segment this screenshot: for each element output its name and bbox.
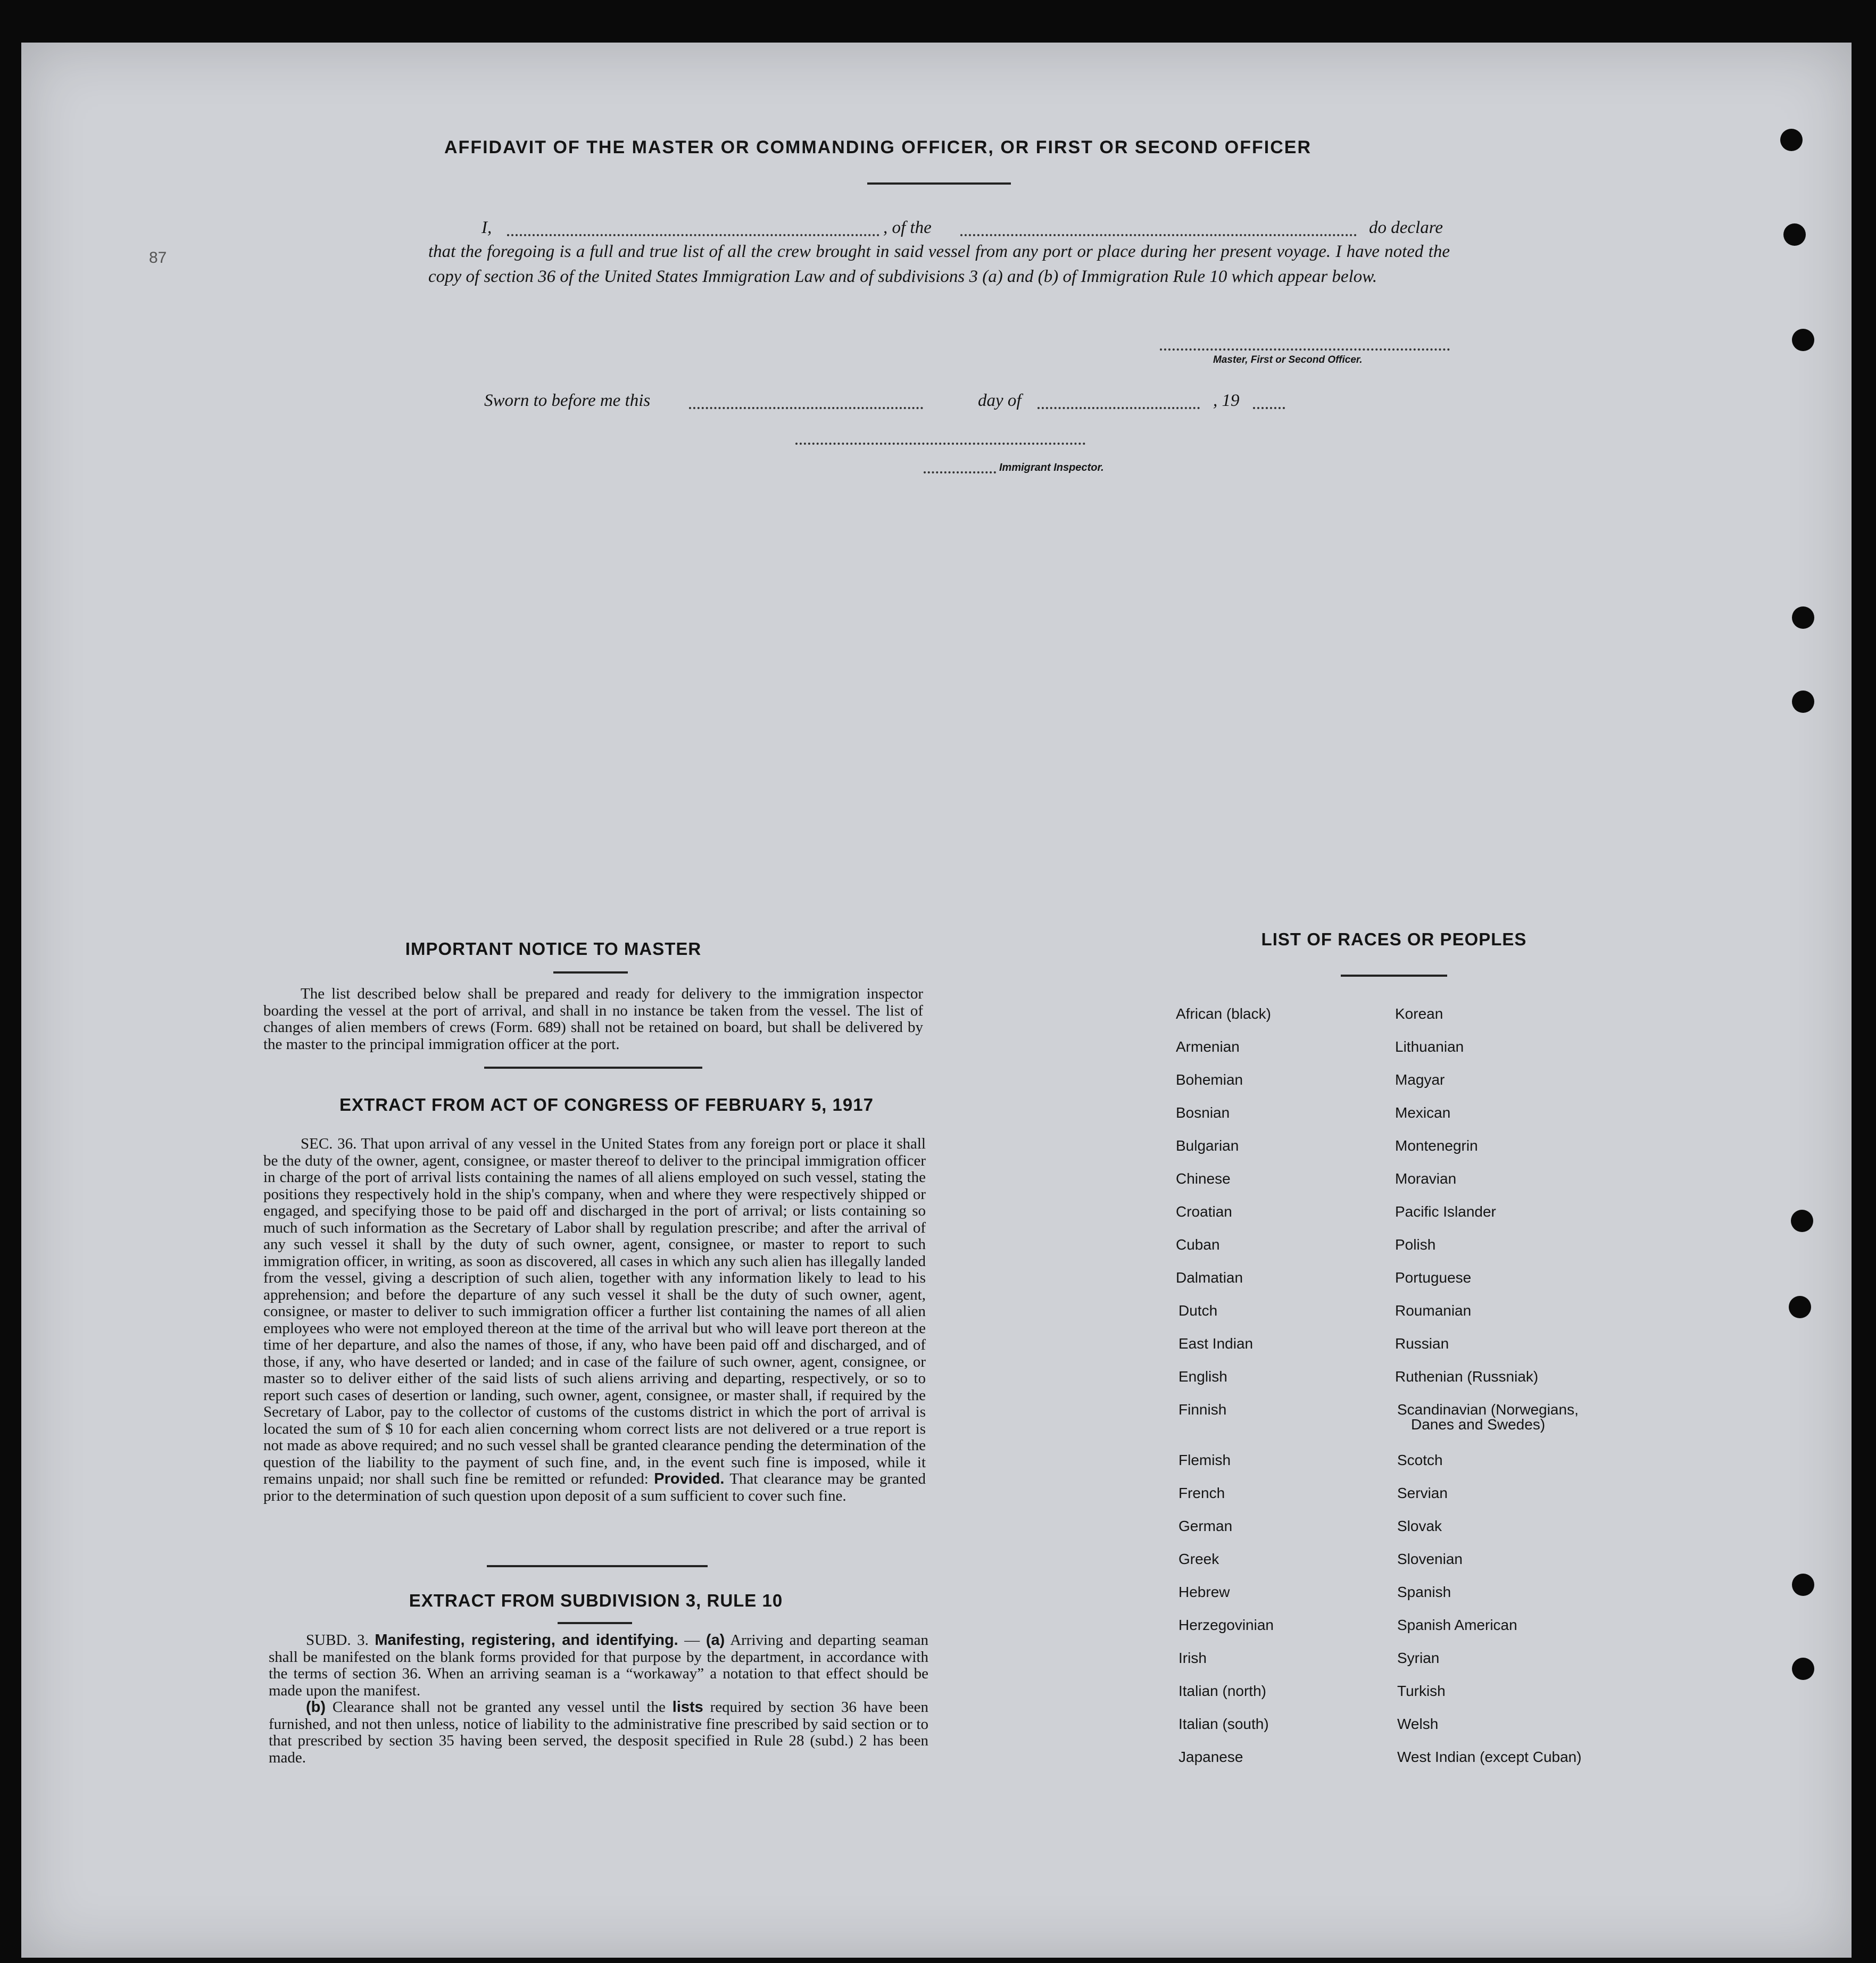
extract-rule-subd-b: [269, 1699, 928, 1766]
extract-act-title: EXTRACT FROM ACT OF CONGRESS OF FEBRUARY 5, 1917: [339, 1095, 874, 1114]
race-item: Italian (south): [1178, 1716, 1269, 1732]
race-item: Finnish: [1178, 1401, 1227, 1418]
race-item: Servian: [1397, 1485, 1448, 1501]
provided-label: Provided.: [654, 1470, 725, 1487]
race-item: Croatian: [1176, 1203, 1232, 1220]
extract-act-body: [263, 1136, 926, 1504]
sworn-month-field[interactable]: [1037, 407, 1200, 409]
race-item: Slovak: [1397, 1518, 1442, 1534]
race-item: Dalmatian: [1176, 1269, 1243, 1286]
affidavit-of-the-label: , of the: [883, 218, 932, 237]
race-item: Irish: [1178, 1650, 1207, 1666]
sworn-day-field[interactable]: [689, 407, 923, 409]
race-item: Roumanian: [1395, 1302, 1472, 1319]
race-item: Japanese: [1178, 1749, 1243, 1765]
race-item: African (black): [1176, 1005, 1271, 1022]
notice-body: The list described below shall be prepared and ready for delivery to the immigration inspector boarding the vessel at the port of arrival, and shall in no instance be taken from the vessel. The list of changes of alien members of crews (Form. 689) shall not be retained on board, but shall be delivered by the master to the principal immigration officer at the port.: [263, 985, 923, 1053]
year-label: , 19: [1213, 391, 1240, 410]
race-item: Ruthenian (Russniak): [1395, 1368, 1539, 1385]
punch-hole-3: [1792, 329, 1814, 351]
race-item: West Indian (except Cuban): [1397, 1749, 1582, 1765]
inspector-caption: Immigrant Inspector.: [999, 462, 1104, 473]
race-item: Portuguese: [1395, 1269, 1472, 1286]
extract-rule-title: EXTRACT FROM SUBDIVISION 3, RULE 10: [409, 1591, 783, 1610]
inspector-dots: [924, 471, 996, 473]
subd-a-text: Arriving and departing seaman shall be manifested on the blank forms provided for that purpose by the department, in accordance with the terms of section 36. When an arriving seaman is a “workaway” a notation to that effect should be made upon the manifest.: [269, 1632, 929, 1699]
races-title: LIST OF RACES OR PEOPLES: [1261, 929, 1527, 949]
race-item: Montenegrin: [1395, 1137, 1478, 1154]
race-item: Italian (north): [1178, 1683, 1266, 1699]
race-item: Moravian: [1395, 1170, 1457, 1187]
race-item: Welsh: [1397, 1716, 1439, 1732]
extract-rule-subd-a: [269, 1632, 928, 1699]
race-right-continuation: Danes and Swedes): [1411, 1416, 1546, 1433]
race-item: Chinese: [1176, 1170, 1231, 1187]
sworn-label: Sworn to before me this: [484, 391, 651, 410]
affidavit-vessel-field[interactable]: [960, 234, 1357, 236]
master-signature-caption: Master, First or Second Officer.: [1213, 354, 1363, 365]
race-item: French: [1178, 1485, 1225, 1501]
subd-b-label: (b): [306, 1699, 326, 1716]
race-item: German: [1178, 1518, 1233, 1534]
subd-label: SUBD. 3.: [306, 1632, 369, 1649]
subd-b-text-1: Clearance shall not be granted any vessel until the: [332, 1699, 666, 1716]
affidavit-title: AFFIDAVIT OF THE MASTER OR COMMANDING OFFICER, OR FIRST OR SECOND OFFICER: [444, 137, 1311, 157]
race-item: Polish: [1395, 1236, 1436, 1253]
affidavit-body: that the foregoing is a full and true list of all the crew brought in said vessel from any port or place during her present voyage. I have noted the copy of section 36 of the United States Immigration Law and of subdivisions 3 (a) and (b) of Immigration Rule 10 which appear below.: [428, 242, 1450, 286]
race-item: Scotch: [1397, 1452, 1443, 1468]
margin-mark: 87: [149, 249, 167, 267]
punch-hole-5: [1792, 691, 1814, 713]
race-item: Magyar: [1395, 1071, 1445, 1088]
affidavit-title-rule: [867, 182, 1011, 185]
race-item: Flemish: [1178, 1452, 1231, 1468]
race-item: Pacific Islander: [1395, 1203, 1496, 1220]
subd-b-lists: lists: [672, 1699, 703, 1716]
punch-hole-6: [1791, 1210, 1813, 1232]
day-of-label: day of: [978, 391, 1022, 410]
punch-hole-8: [1792, 1574, 1814, 1596]
punch-hole-2: [1783, 223, 1806, 246]
extract-act-divider: [487, 1565, 708, 1567]
race-item: Spanish: [1397, 1584, 1451, 1600]
race-item: Bosnian: [1176, 1104, 1230, 1121]
race-item: Bohemian: [1176, 1071, 1243, 1088]
races-title-rule: [1341, 975, 1447, 977]
race-item: Hebrew: [1178, 1584, 1230, 1600]
punch-hole-7: [1789, 1296, 1811, 1318]
notice-title: IMPORTANT NOTICE TO MASTER: [405, 939, 702, 959]
notice-title-rule: [553, 971, 628, 974]
race-item: Scandinavian (Norwegians,: [1397, 1401, 1579, 1418]
notice-divider: [484, 1067, 702, 1069]
race-item: Russian: [1395, 1335, 1449, 1352]
extract-act-text: SEC. 36. That upon arrival of any vessel in the United States from any foreign port or place it shall be the duty of the owner, agent, consignee, or master thereof to deliver to the principal immigration officer in charge of the port of arrival lists containing the names of all aliens employed on such vessel, stating the positions they respectively hold in the ship's company, when and where they were respectively shipped or engaged, and specifying those to be paid off and discharged in the port of arrival; or lists containing so much of such information as the Secretary of Labor shall by regulation prescribe; and after the arrival of any such vessel it shall by the duty of such owner, agent, consignee, or master to report to such immigration officer, in writing, as soon as discovered, all cases in which any such alien has illegally landed from the vessel, giving a description of such alien, together with any information likely to lead to his apprehension; and before the departure of any such vessel it shall be the duty of such owner, agent, consignee, or master to deliver to such immigration officer a further list containing the names of all alien employees who were not employed thereon at the time of the arrival but who will leave port thereon at the time of her departure, and also the names of those, if any, who have been paid off and discharged, and of those, if any, who have deserted or landed; and in case of the failure of such owner, agent, consignee, or master so to deliver either of the said lists of such aliens arriving and departing, respectively, or so to report such cases of desertion or landing, such owner, agent, consignee, or master shall, if required by the Secretary of Labor, pay to the collector of customs of the customs district in which the port of arrival is located the sum of $ 10 for each alien concerning whom correct lists are not delivered or a true report is not made as above required; and no such vessel shall be granted clearance pending the determination of the question of the liability to the payment of such fine, and, in the event such fine is imposed, while it remains unpaid; nor shall such fine be remitted or refunded:: [263, 1135, 926, 1487]
extract-rule-title-rule: [558, 1622, 632, 1624]
race-item: Lithuanian: [1395, 1038, 1464, 1055]
race-item: Dutch: [1178, 1302, 1218, 1319]
race-item: Mexican: [1395, 1104, 1451, 1121]
sworn-year-field[interactable]: [1253, 407, 1285, 409]
race-item: Slovenian: [1397, 1551, 1463, 1567]
race-item: Syrian: [1397, 1650, 1440, 1666]
race-item: Herzegovinian: [1178, 1617, 1274, 1633]
extract-act-text-end: That clearance may be granted prior to the determination of such question upon deposit of a sum sufficient to cover such fine.: [263, 1470, 926, 1504]
inspector-signature-line[interactable]: [795, 443, 1085, 445]
affidavit-name-field[interactable]: [507, 234, 879, 236]
race-item: East Indian: [1178, 1335, 1254, 1352]
race-item: Spanish American: [1397, 1617, 1517, 1633]
affidavit-do-declare-label: do declare: [1369, 218, 1443, 237]
race-item: Armenian: [1176, 1038, 1240, 1055]
race-item: English: [1178, 1368, 1227, 1385]
punch-hole-1: [1780, 129, 1803, 151]
race-item: Cuban: [1176, 1236, 1220, 1253]
punch-hole-4: [1792, 606, 1814, 629]
race-item: Bulgarian: [1176, 1137, 1239, 1154]
subd-dash: —: [684, 1632, 700, 1649]
race-item: Korean: [1395, 1005, 1443, 1022]
affidavit-i-label: I,: [482, 218, 492, 237]
race-item: Greek: [1178, 1551, 1219, 1567]
punch-hole-9: [1792, 1658, 1814, 1680]
master-signature-line[interactable]: [1160, 348, 1450, 351]
race-item: Turkish: [1397, 1683, 1446, 1699]
subd-heading: Manifesting, registering, and identifying.: [375, 1632, 678, 1649]
subd-a-label: (a): [705, 1632, 725, 1649]
subd-b-text-2: required by section 36 have been furnished, and not then unless, notice of liability to the administrative fine prescribed by said section or to that prescribed by section 35 having been served, the desposit specified in Rule 28 (subd.) 2 has been made.: [269, 1699, 929, 1766]
